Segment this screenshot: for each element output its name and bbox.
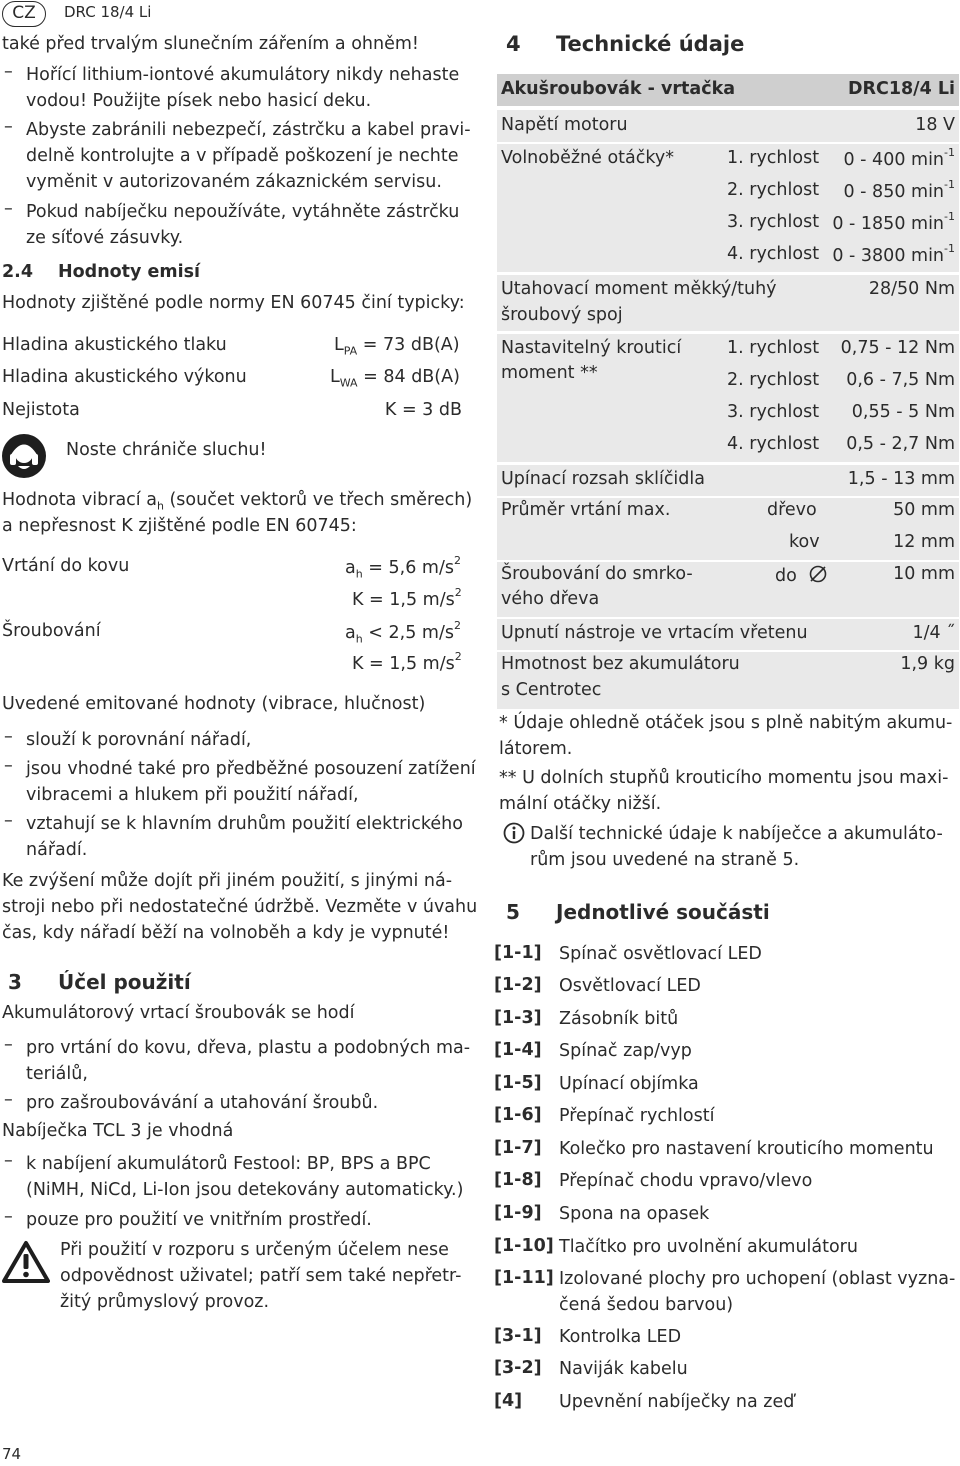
vibration-label: Šroubování xyxy=(2,621,101,641)
table-cell: 0,6 - 7,5 Nm xyxy=(846,370,955,390)
bullet-line: (NiMH, NiCd, Li-Ion jsou detekovány automaticky.) xyxy=(26,1180,464,1200)
bullet-line: slouží k porovnání nářadí, xyxy=(26,730,252,750)
table-cell: do xyxy=(775,564,828,589)
table-cell: Upínací rozsah sklíčidla xyxy=(501,469,705,489)
emission-label: Hladina akustického výkonu xyxy=(2,367,247,387)
bullet-line: vyměnit v autorizovaném zákaznickém servisu. xyxy=(26,172,442,192)
bullet-line: pro vrtání do kovu, dřeva, plastu a podobných ma- xyxy=(26,1038,471,1058)
part-ref: [4] xyxy=(494,1391,523,1411)
header-model: DRC 18/4 Li xyxy=(64,3,152,21)
table-cell: 0,75 - 12 Nm xyxy=(840,338,955,358)
table-cell: 18 V xyxy=(915,115,955,135)
vibration-label: Vrtání do kovu xyxy=(2,556,130,576)
bullet-line: vztahují se k hlavním druhům použití elektrického xyxy=(26,814,463,834)
list-item: – slouží k porovnání nářadí, xyxy=(4,727,251,753)
table-cell: Utahovací moment měkký/tuhý xyxy=(501,279,777,299)
list-item: – vztahují se k hlavním druhům použití elektrického nářadí. xyxy=(4,811,463,863)
table-row xyxy=(497,619,959,650)
table-cell: 4. rychlost xyxy=(727,434,820,454)
uses-intro: Uvedené emitované hodnoty (vibrace, hlučnost) xyxy=(2,694,426,714)
purpose-intro: Akumulátorový vrtací šroubovák se hodí xyxy=(2,1003,355,1023)
part-ref: [1-7] xyxy=(494,1138,542,1158)
table-cell: 3. rychlost xyxy=(727,212,820,232)
list-item: – jsou vhodné také pro předběžné posouzení zatížení vibracemi a hlukem při použití nářadí, xyxy=(4,756,476,808)
vibration-uncertainty: K = 1,5 $m/s^2$ xyxy=(352,650,462,674)
footnote-speed: * Údaje ohledně otáček jsou s plně nabitým akumu- látorem. xyxy=(499,713,953,759)
table-cell: vého dřeva xyxy=(501,589,600,609)
table-row xyxy=(497,334,959,462)
info-icon xyxy=(503,822,525,844)
part-name: Přepínač rychlostí xyxy=(559,1106,715,1126)
part-ref: [3-2] xyxy=(494,1358,542,1378)
bullet-line: nářadí. xyxy=(26,840,88,860)
table-cell: Upnutí nástroje ve vrtacím vřetenu xyxy=(501,623,808,643)
part-name: čená šedou barvou) xyxy=(559,1295,734,1315)
part-name: Kontrolka LED xyxy=(559,1327,682,1347)
ear-note: Noste chrániče sluchu! xyxy=(66,440,267,460)
table-cell: 1/4 ˝ xyxy=(912,623,955,643)
table-cell: moment ** xyxy=(501,363,598,383)
section-heading: Hodnoty emisí xyxy=(58,262,201,282)
warning-icon xyxy=(2,1240,50,1284)
table-cell: s Centrotec xyxy=(501,680,602,700)
part-ref: [1-11] xyxy=(494,1268,554,1288)
table-cell: 1. rychlost xyxy=(727,338,820,358)
table-cell: Napětí motoru xyxy=(501,115,628,135)
table-row xyxy=(497,144,959,272)
table-cell: 1,9 kg xyxy=(900,654,955,674)
table-cell: 10 mm xyxy=(893,564,955,584)
bullet-line: Hořící lithium-iontové akumulátory nikdy nehaste xyxy=(26,65,460,85)
table-cell: Nastavitelný krouticí xyxy=(501,338,682,358)
page-number: 74 xyxy=(2,1445,22,1463)
table-row xyxy=(497,498,959,560)
bullet-line: Abyste zabránili nebezpečí, zástrčku a kabel pravi- xyxy=(26,120,471,140)
emission-value: $L_{PA} = 73$ dB(A) xyxy=(334,335,460,358)
table-cell: dřevo xyxy=(767,500,817,520)
charger-intro: Nabíječka TCL 3 je vhodná xyxy=(2,1121,234,1141)
vibration-intro: Hodnota vibrací $a_h$ (součet vektorů ve třech směrech) xyxy=(2,490,473,513)
table-cell: 0,55 - 5 Nm xyxy=(851,402,955,422)
table-header-model: DRC18/4 Li xyxy=(847,79,955,99)
part-name: Zásobník bitů xyxy=(559,1009,679,1029)
vibration-uncertainty: K = 1,5 $m/s^2$ xyxy=(352,586,462,610)
table-cell: 0 - 3800 $\min^{-1}$ xyxy=(832,242,955,266)
list-item: – pouze pro použití ve vnitřním prostředí. xyxy=(4,1207,372,1233)
table-row xyxy=(497,275,959,331)
table-cell: 4. rychlost xyxy=(727,244,820,264)
list-item: – Pokud nabíječku nepoužíváte, vytáhněte zástrčku ze síťové zásuvky. xyxy=(4,199,459,251)
table-cell: 0 - 850 $\min^{-1}$ xyxy=(843,178,955,202)
part-name: Izolované plochy pro uchopení (oblast vyzna- xyxy=(559,1269,956,1289)
bullet-line: pouze pro použití ve vnitřním prostředí. xyxy=(26,1210,372,1230)
language-badge: CZ xyxy=(2,1,46,27)
part-ref: [1-2] xyxy=(494,975,542,995)
vibration-warning: Ke zvýšení může dojít při jiném použití, s jinými ná- stroji nebo při nedostatečné údržbě. Vezměte v úvahu čas, kdy nářadí běží na volnoběh a kdy je vypnuté! xyxy=(2,871,478,943)
table-cell: šroubový spoj xyxy=(501,305,623,325)
part-name: Upevnění nabíječky na zeď xyxy=(559,1392,795,1412)
footnote-torque: ** U dolních stupňů krouticího momentu jsou maxi- mální otáčky nižší. xyxy=(499,768,949,814)
intro-line: také před trvalým slunečním zářením a ohněm! xyxy=(2,34,419,54)
table-cell: Hmotnost bez akumulátoru xyxy=(501,654,740,674)
bullet-line: k nabíjení akumulátorů Festool: BP, BPS a BPC xyxy=(26,1154,431,1174)
part-ref: [1-3] xyxy=(494,1008,542,1028)
part-name: Spínač zap/vyp xyxy=(559,1041,692,1061)
section-heading: Jednotlivé součásti xyxy=(556,900,770,924)
diameter-icon xyxy=(808,564,828,589)
table-cell: Průměr vrtání max. xyxy=(501,500,671,520)
list-item: – pro vrtání do kovu, dřeva, plastu a podobných ma- teriálů, xyxy=(4,1035,470,1087)
part-name: Kolečko pro nastavení krouticího momentu xyxy=(559,1139,934,1159)
section-heading: Účel použití xyxy=(58,970,191,994)
section-number: 2.4 xyxy=(2,262,34,282)
emission-value: $L_{WA} = 84$ dB(A) xyxy=(330,367,460,390)
table-cell: 28/50 Nm xyxy=(868,279,955,299)
part-ref: [1-8] xyxy=(494,1170,542,1190)
bullet-line: delně kontrolujte a v případě poškození je nechte xyxy=(26,146,459,166)
table-row xyxy=(497,562,959,617)
vibration-intro: a nepřesnost K zjištěné podle EN 60745: xyxy=(2,516,357,536)
list-item: – k nabíjení akumulátorů Festool: BP, BPS a BPC (NiMH, NiCd, Li-Ion jsou detekovány automaticky.) xyxy=(4,1151,463,1203)
table-cell: 0 - 1850 $\min^{-1}$ xyxy=(832,210,955,234)
part-name: Naviják kabelu xyxy=(559,1359,688,1379)
list-item: – pro zašroubovávání a utahování šroubů. xyxy=(4,1090,378,1116)
part-name: Osvětlovací LED xyxy=(559,976,701,996)
part-ref: [1-10] xyxy=(494,1236,554,1256)
bullet-line: vodou! Použijte písek nebo hasicí deku. xyxy=(26,91,372,111)
section-heading: Technické údaje xyxy=(556,32,745,56)
part-name: Spínač osvětlovací LED xyxy=(559,944,762,964)
table-cell: 50 mm xyxy=(893,500,955,520)
part-ref: [3-1] xyxy=(494,1326,542,1346)
list-item: – Hořící lithium-iontové akumulátory nikdy nehaste vodou! Použijte písek nebo hasicí deku. xyxy=(4,62,459,114)
part-ref: [1-9] xyxy=(494,1203,542,1223)
vibration-value: $a_h < 2,5$ $m/s^2$ xyxy=(345,619,461,646)
table-cell: 2. rychlost xyxy=(727,180,820,200)
table-cell: 2. rychlost xyxy=(727,370,820,390)
vibration-value: $a_h = 5,6$ $m/s^2$ xyxy=(345,554,461,581)
table-cell: 12 mm xyxy=(893,532,955,552)
table-header-label: Akušroubovák - vrtačka xyxy=(501,79,736,99)
emission-value: K = 3 dB xyxy=(384,400,462,420)
section-number: 5 xyxy=(506,900,520,924)
section-number: 3 xyxy=(8,970,22,994)
part-ref: [1-1] xyxy=(494,943,542,963)
table-cell: 1,5 - 13 mm xyxy=(847,469,955,489)
part-ref: [1-6] xyxy=(494,1105,542,1125)
part-name: Tlačítko pro uvolnění akumulátoru xyxy=(559,1237,858,1257)
table-row xyxy=(497,465,959,496)
table-row xyxy=(497,110,959,142)
part-ref: [1-5] xyxy=(494,1073,542,1093)
list-item: – Abyste zabránili nebezpečí, zástrčku a kabel pravi- delně kontrolujte a v případě poškození je nechte vyměnit v autorizovaném zákaznickém servisu. xyxy=(4,117,471,195)
table-cell: 0 - 400 $\min^{-1}$ xyxy=(843,146,955,170)
info-note: Další technické údaje k nabíječce a akumuláto- rům jsou uvedené na straně 5. xyxy=(530,824,943,870)
bullet-line: ze síťové zásuvky. xyxy=(26,228,184,248)
table-cell: 3. rychlost xyxy=(727,402,820,422)
table-cell: 0,5 - 2,7 Nm xyxy=(846,434,955,454)
section-number: 4 xyxy=(506,32,521,56)
ear-protection-icon xyxy=(2,434,46,478)
table-cell: kov xyxy=(789,532,820,552)
tech-table-header xyxy=(497,74,959,106)
emission-label: Hladina akustického tlaku xyxy=(2,335,227,355)
emissions-intro: Hodnoty zjištěné podle normy EN 60745 činí typicky: xyxy=(2,293,465,313)
purpose-warning: Při použití v rozporu s určeným účelem nese odpovědnost uživatel; patří sem také nepřetr- žitý průmyslový provoz. xyxy=(60,1240,462,1312)
bullet-line: jsou vhodné také pro předběžné posouzení zatížení xyxy=(26,759,476,779)
part-ref: [1-4] xyxy=(494,1040,542,1060)
bullet-line: pro zašroubovávání a utahování šroubů. xyxy=(26,1093,379,1113)
part-name: Přepínač chodu vpravo/vlevo xyxy=(559,1171,813,1191)
table-row xyxy=(497,652,959,709)
table-cell: Šroubování do smrko- xyxy=(501,564,693,584)
table-cell: 1. rychlost xyxy=(727,148,820,168)
part-name: Upínací objímka xyxy=(559,1074,699,1094)
table-cell: Volnoběžné otáčky* xyxy=(501,148,674,168)
part-name: Spona na opasek xyxy=(559,1204,710,1224)
bullet-line: vibracemi a hlukem při použití nářadí, xyxy=(26,785,359,805)
bullet-line: Pokud nabíječku nepoužíváte, vytáhněte zástrčku xyxy=(26,202,460,222)
bullet-line: teriálů, xyxy=(26,1064,88,1084)
emission-label: Nejistota xyxy=(2,400,80,420)
